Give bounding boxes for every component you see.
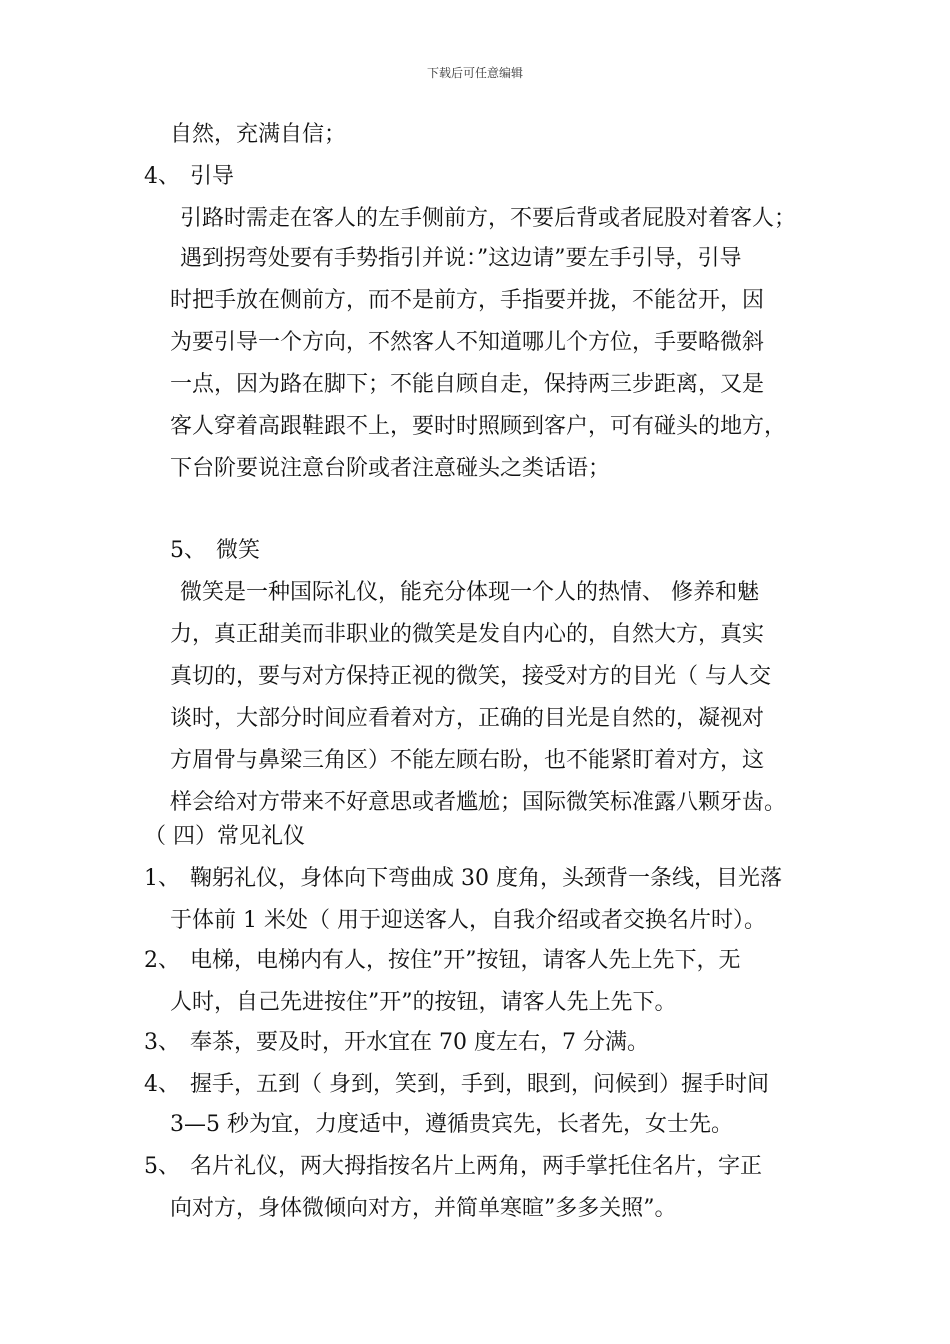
text-line: 力，真正甜美而非职业的微笑是发自内心的，自然大方，真实 (170, 622, 765, 647)
list-number: 2、 (144, 948, 180, 973)
text-line: 人时，自己先进按住”开”的按钮，请客人先上先下。 (170, 990, 677, 1015)
list-item (144, 1070, 769, 1100)
list-text: 鞠躬礼仪，身体向下弯曲成 30 度角，头颈背一条线，目光落 (190, 866, 782, 891)
list-item (144, 864, 782, 894)
section-heading: （ 四）常见礼仪 (144, 824, 305, 849)
text-line: 微笑是一种国际礼仪，能充分体现一个人的热情、 修养和魅 (180, 580, 759, 605)
list-number: 1、 (144, 866, 180, 891)
list-item (144, 946, 741, 976)
text-line: 时把手放在侧前方，而不是前方，手指要并拢，不能岔开，因 (170, 288, 765, 313)
list-number: 5、 (170, 538, 206, 563)
text-line: 为要引导一个方向，不然客人不知道哪儿个方位，手要略微斜 (170, 330, 765, 355)
text-line: 样会给对方带来不好意思或者尴尬；国际微笑标准露八颗牙齿。 (170, 790, 787, 815)
list-number: 5、 (144, 1154, 180, 1179)
list-item (144, 1152, 762, 1182)
list-text: 电梯，电梯内有人，按住”开”按钮，请客人先上先下，无 (190, 948, 741, 973)
section-title: 引导 (190, 164, 235, 189)
text-line: 引路时需走在客人的左手侧前方，不要后背或者屁股对着客人； (180, 206, 797, 231)
text-line: 遇到拐弯处要有手势指引并说：”这边请”要左手引导，引导 (180, 246, 742, 271)
text-line: 一点，因为路在脚下；不能自顾自走，保持两三步距离，又是 (170, 372, 765, 397)
list-text: 奉茶，要及时，开水宜在 70 度左右，7 分满。 (190, 1030, 649, 1055)
list-number: 4、 (144, 164, 180, 189)
list-item (144, 1028, 649, 1058)
list-item (144, 162, 234, 192)
text-line: 真切的，要与对方保持正视的微笑，接受对方的目光（ 与人交 (170, 664, 771, 689)
list-text: 名片礼仪，两大拇指按名片上两角，两手掌托住名片，字正 (190, 1154, 763, 1179)
text-line: 谈时，大部分时间应看着对方，正确的目光是自然的，凝视对 (170, 706, 765, 731)
text-line: 3—5 秒为宜，力度适中，遵循贵宾先，长者先，女士先。 (170, 1112, 733, 1137)
list-number: 3、 (144, 1030, 180, 1055)
list-item (170, 536, 260, 566)
page-header: 下载后可任意编辑 (426, 66, 523, 80)
text-line: 客人穿着高跟鞋跟不上，要时时照顾到客户，可有碰头的地方， (170, 414, 787, 439)
list-number: 4、 (144, 1072, 180, 1097)
text-line: 下台阶要说注意台阶或者注意碰头之类话语； (170, 456, 611, 481)
text-line: 方眉骨与鼻梁三角区）不能左顾右盼，也不能紧盯着对方，这 (170, 748, 765, 773)
section-title: 微笑 (216, 538, 261, 563)
text-line: 于体前 1 米处（ 用于迎送客人，自我介绍或者交换名片时）。 (170, 908, 766, 933)
text-line: 自然，充满自信； (170, 122, 347, 147)
list-text: 握手，五到（ 身到，笑到，手到，眼到，问候到）握手时间 (190, 1072, 769, 1097)
text-line: 向对方，身体微倾向对方，并简单寒暄”多多关照”。 (170, 1196, 677, 1221)
